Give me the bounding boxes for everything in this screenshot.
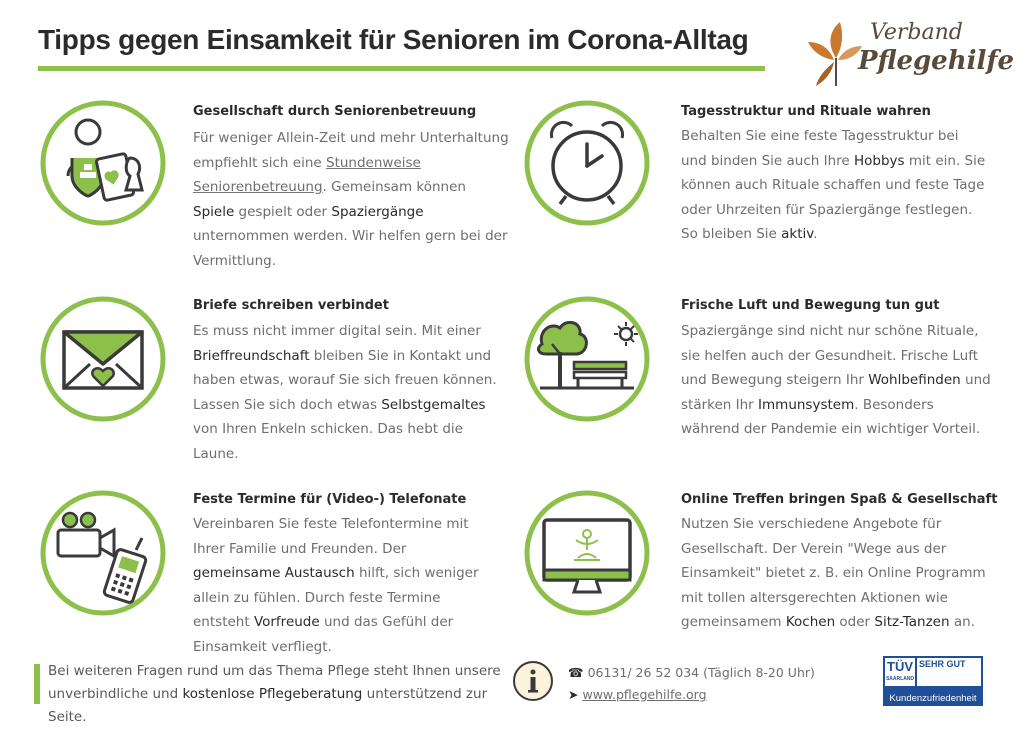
text-run: und das Gefühl der Einsamkeit verfliegt. xyxy=(193,614,454,655)
highlight-term: Sitz-Tanzen xyxy=(874,614,950,630)
tuv-grade: SEHR GUT xyxy=(917,658,981,686)
phone-icon: ☎ xyxy=(568,665,584,680)
leaf-icon xyxy=(806,18,866,88)
text-run: oder xyxy=(835,614,875,630)
text-run: und stärken Ihr xyxy=(681,372,991,413)
highlight-term: Spaziergänge xyxy=(331,203,424,220)
text-run: Behalten Sie eine feste Tagesstruktur bei und binden Sie auch Ihre xyxy=(681,128,959,169)
highlight-term: kostenlose Pflegeberatung xyxy=(182,686,363,702)
text-run: Vereinbaren Sie feste Telefontermine mit Ihrer Familie und Freunden. Der xyxy=(193,516,469,557)
arrow-icon: ➤ xyxy=(568,687,579,702)
title-underline xyxy=(38,66,765,71)
tip-tagesstruktur xyxy=(522,98,992,258)
tip-seniorenbetreuung xyxy=(38,98,509,269)
monitor-yoga-icon xyxy=(522,488,652,618)
text-run: unterstützend zur Seite. xyxy=(48,686,488,725)
text-run: . xyxy=(813,226,818,242)
text-run: hilft, sich weniger allein zu fühlen. Durch feste Termine entsteht xyxy=(193,565,479,630)
tuv-badge xyxy=(883,656,983,706)
caregiver-cards-icon xyxy=(38,98,168,228)
tip-heading: Gesellschaft durch Seniorenbetreuung xyxy=(193,104,477,119)
highlight-term: Vorfreude xyxy=(253,614,320,630)
text-run: Nutzen Sie verschiedene Angebote für Gesellschaft. Der Verein "Wege aus der Einsamkeit" bietet z. B. ein Online Programm mit tollen altersgerechten Aktionen wie gemeinsamem xyxy=(681,516,986,630)
tip-frische-luft xyxy=(522,294,992,444)
tuv-mark-text: TÜV xyxy=(887,659,913,674)
text-run: von Ihren Enkeln schicken. Das hebt die Laune. xyxy=(193,421,463,462)
text-run: Spaziergänge sind nicht nur schöne Rituale, sie helfen auch der Gesundheit. Frische Luft und Bewegung steigern Ihr xyxy=(681,323,979,388)
text-run: Es muss nicht immer digital sein. Mit einer xyxy=(193,323,481,339)
tip-heading: Briefe schreiben verbindet xyxy=(193,298,389,313)
highlight-term: Kochen xyxy=(785,614,836,630)
info-icon xyxy=(512,660,554,702)
footer-consultation-text xyxy=(48,660,508,729)
text-run: gespielt oder xyxy=(234,203,332,220)
tip-heading: Online Treffen bringen Spaß & Gesellschaft xyxy=(681,492,998,507)
text-run: . Gemeinsam können xyxy=(322,179,466,195)
service-link[interactable]: Stundenweise Seniorenbetreuung xyxy=(193,154,421,195)
tip-text xyxy=(193,512,498,659)
text-run: mit ein. Sie können auch Rituale schaffen und feste Tage oder Uhrzeiten für Spaziergänge festlegen. So bleiben Sie xyxy=(681,152,986,242)
footer-accent-bar xyxy=(34,664,40,704)
tip-text xyxy=(681,124,986,247)
envelope-heart-icon xyxy=(38,294,168,424)
highlight-term: Selbstgemaltes xyxy=(381,396,486,413)
highlight-term: Spiele xyxy=(193,203,235,220)
video-phone-icon xyxy=(38,488,168,618)
contact-info xyxy=(568,662,815,706)
alarm-clock-icon xyxy=(522,98,652,228)
highlight-term: Wohlbefinden xyxy=(868,372,961,388)
tip-heading: Feste Termine für (Video-) Telefonate xyxy=(193,492,467,507)
logo-text-verband: Verband xyxy=(870,20,963,45)
website-link[interactable]: www.pflegehilfe.org xyxy=(582,687,707,702)
website-row[interactable] xyxy=(568,684,815,706)
text-run: bleiben Sie in Kontakt und haben etwas, worauf Sie sich freuen können. Lassen Sie sich doch etwas xyxy=(193,347,497,413)
tuv-mark-sub: SAARLAND xyxy=(885,676,915,682)
logo-text-pflegehilfe: Pflegehilfe xyxy=(858,46,1015,76)
park-bench-icon xyxy=(522,294,652,424)
phone-number: 06131/ 26 52 034 (Täglich 8-20 Uhr) xyxy=(587,665,815,680)
brand-logo[interactable] xyxy=(806,18,1015,88)
tip-online-treffen xyxy=(522,488,998,638)
highlight-term: Brieffreundschaft xyxy=(193,347,310,364)
text-run: . Besonders während der Pandemie ein wichtiger Vorteil. xyxy=(681,396,981,437)
tip-heading: Tagesstruktur und Rituale wahren xyxy=(681,104,931,119)
tuv-caption: Kundenzufriedenheit xyxy=(889,693,977,704)
tuv-mark xyxy=(885,658,915,686)
highlight-term: gemeinsame Austausch xyxy=(193,565,355,581)
tip-telefonate xyxy=(38,488,508,655)
text-run: an. xyxy=(949,614,975,630)
highlight-term: Hobbys xyxy=(853,152,905,169)
tip-text xyxy=(193,319,505,466)
highlight-term: aktiv xyxy=(781,226,814,242)
tip-briefe xyxy=(38,294,508,462)
text-run: Bei weiteren Fragen rund um das Thema Pflege steht Ihnen unsere unverbindliche und xyxy=(48,663,501,702)
tip-text xyxy=(681,512,991,635)
tip-text xyxy=(193,126,511,273)
text-run: Für weniger Allein-Zeit und mehr Unterhaltung empfiehlt sich eine xyxy=(193,130,509,171)
highlight-term: Immunsystem xyxy=(758,396,855,413)
tip-heading: Frische Luft und Bewegung tun gut xyxy=(681,298,940,313)
page-title: Tipps gegen Einsamkeit für Senioren im Corona-Alltag xyxy=(38,24,749,55)
phone-row[interactable] xyxy=(568,662,815,684)
tip-text xyxy=(681,319,991,442)
text-run: unternommen werden. Wir helfen gern bei der Vermittlung. xyxy=(193,228,508,269)
